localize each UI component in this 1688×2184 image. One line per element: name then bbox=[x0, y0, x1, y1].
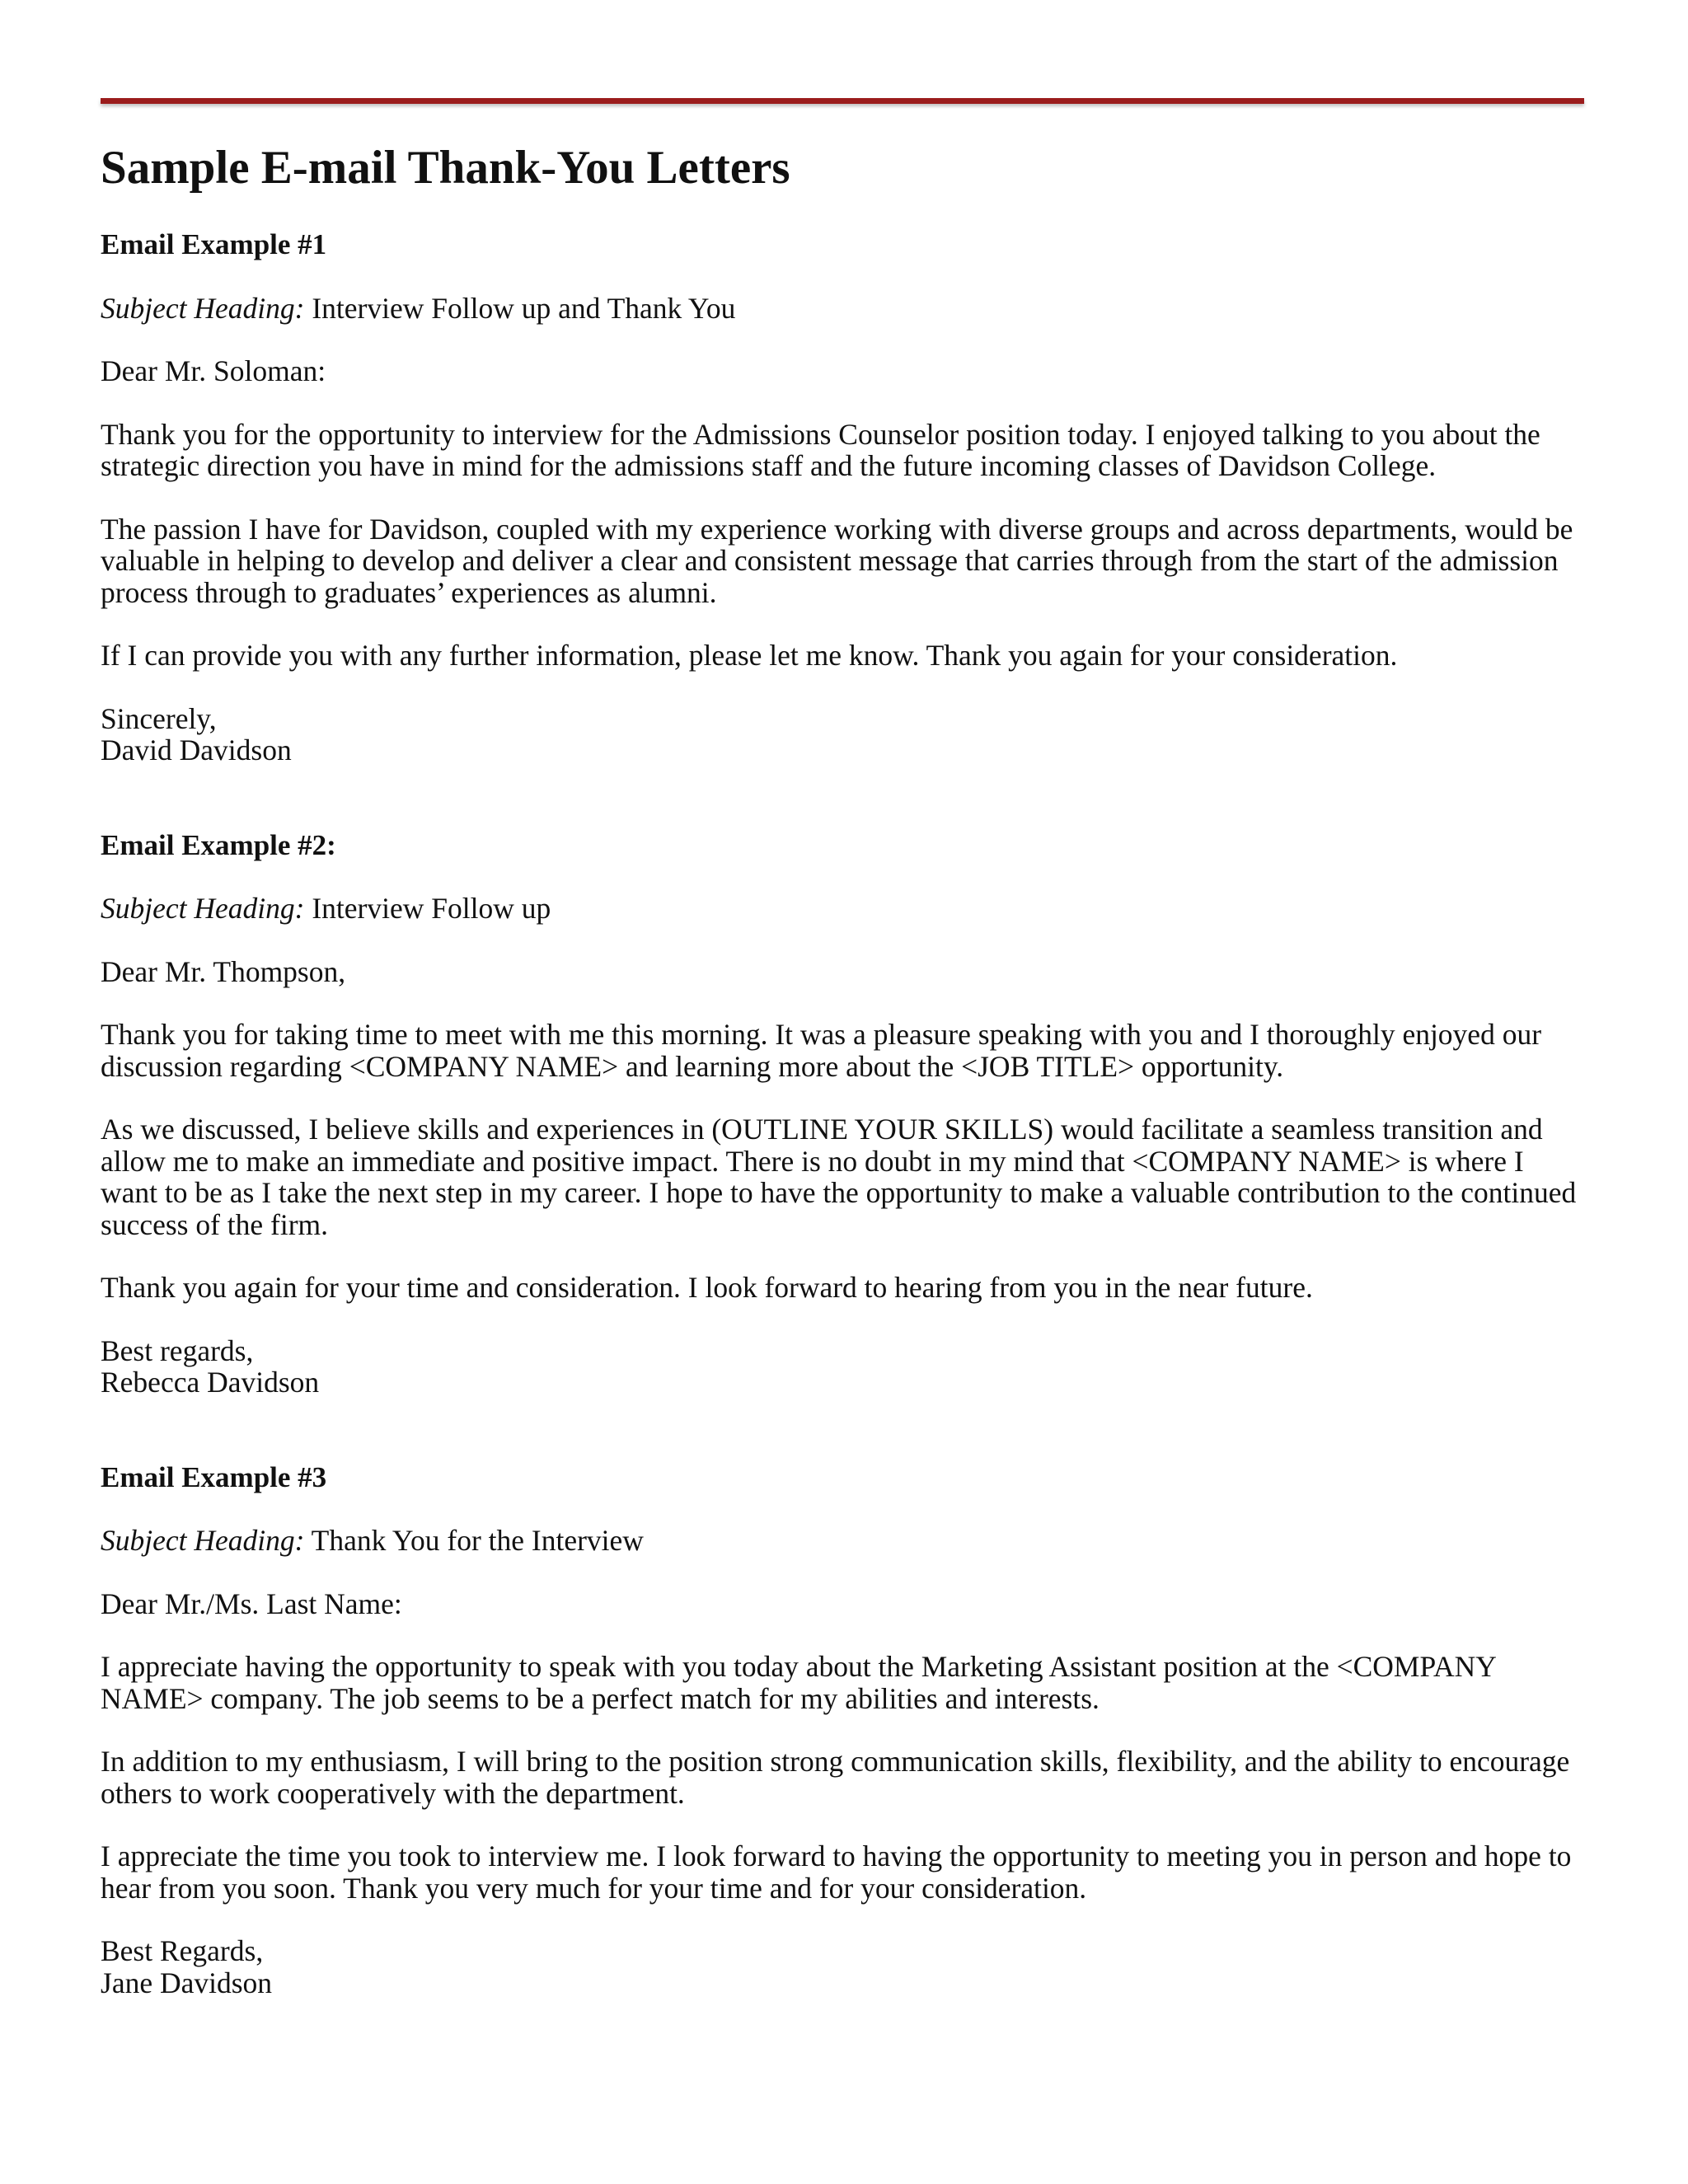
body-paragraph: In addition to my enthusiasm, I will bring to the position strong communication skills, flexibility, and the ability to encourage others to work cooperatively with the department. bbox=[101, 1745, 1570, 1810]
document-title: Sample E-mail Thank-You Letters bbox=[101, 142, 790, 194]
subject-line bbox=[101, 1525, 1584, 1557]
body-paragraph: Thank you again for your time and consideration. I look forward to hearing from you in the near future. bbox=[101, 1271, 1313, 1304]
closing: Sincerely, bbox=[101, 701, 217, 735]
body-paragraph: I appreciate having the opportunity to speak with you today about the Marketing Assistant position at the <COMPANY NAME> company. The job seems to be a perfect match for my abilities and interests. bbox=[101, 1650, 1496, 1715]
body-paragraph: Thank you for the opportunity to interview for the Admissions Counselor position today. I enjoyed talking to you about the strategic direction you have in mind for the admissions staff and the future incoming classes of Davidson College. bbox=[101, 417, 1540, 482]
signature: David Davidson bbox=[101, 733, 292, 766]
closing: Best regards, bbox=[101, 1333, 254, 1367]
subject-label: Subject Heading: bbox=[101, 1524, 305, 1557]
email-example-3 bbox=[101, 1462, 1584, 1999]
subject-text: Interview Follow up bbox=[304, 892, 551, 925]
body-paragraph: I appreciate the time you took to interview me. I look forward to having the opportunity to meeting you in person and hope to hear from you soon. Thank you very much for your time and for your consideration. bbox=[101, 1840, 1572, 1905]
example-heading: Email Example #2: bbox=[101, 828, 336, 861]
subject-label: Subject Heading: bbox=[101, 291, 305, 325]
closing: Best Regards, bbox=[101, 1934, 264, 1967]
email-example-2 bbox=[101, 830, 1584, 1399]
salutation: Dear Mr. Thompson, bbox=[101, 954, 346, 988]
body-paragraph: If I can provide you with any further information, please let me know. Thank you again for your consideration. bbox=[101, 639, 1398, 672]
email-example-1 bbox=[101, 229, 1584, 766]
section-spacer bbox=[101, 766, 1584, 830]
section-spacer bbox=[101, 1399, 1584, 1462]
document-body bbox=[101, 229, 1584, 1999]
signature: Jane Davidson bbox=[101, 1966, 273, 1999]
signature: Rebecca Davidson bbox=[101, 1366, 320, 1399]
subject-label: Subject Heading: bbox=[101, 892, 305, 925]
subject-line bbox=[101, 893, 1584, 925]
body-paragraph: As we discussed, I believe skills and experiences in (OUTLINE YOUR SKILLS) would facilitate a seamless transition and allow me to make an immediate and positive impact. There is no doubt in my mind that <COMPANY NAME> is where I want to be as I take the next step in my career. I hope to have the opportunity to make a valuable contribution to the continued success of the firm. bbox=[101, 1113, 1577, 1241]
body-paragraph: Thank you for taking time to meet with me this morning. It was a pleasure speaking with you and I thoroughly enjoyed our discussion regarding <COMPANY NAME> and learning more about the <JOB TITLE> opportunity. bbox=[101, 1018, 1542, 1083]
body-paragraph: The passion I have for Davidson, coupled with my experience working with diverse groups and across departments, would be valuable in helping to develop and deliver a clear and consistent message that carries through from the start of the admission process through to graduates’ experiences as alumni. bbox=[101, 512, 1573, 609]
example-heading: Email Example #3 bbox=[101, 1460, 327, 1493]
salutation: Dear Mr./Ms. Last Name: bbox=[101, 1586, 402, 1620]
subject-text: Interview Follow up and Thank You bbox=[304, 291, 736, 325]
subject-line bbox=[101, 293, 1584, 325]
salutation: Dear Mr. Soloman: bbox=[101, 354, 326, 387]
header-rule bbox=[101, 98, 1584, 104]
subject-text: Thank You for the Interview bbox=[304, 1524, 644, 1557]
example-heading: Email Example #1 bbox=[101, 228, 327, 260]
